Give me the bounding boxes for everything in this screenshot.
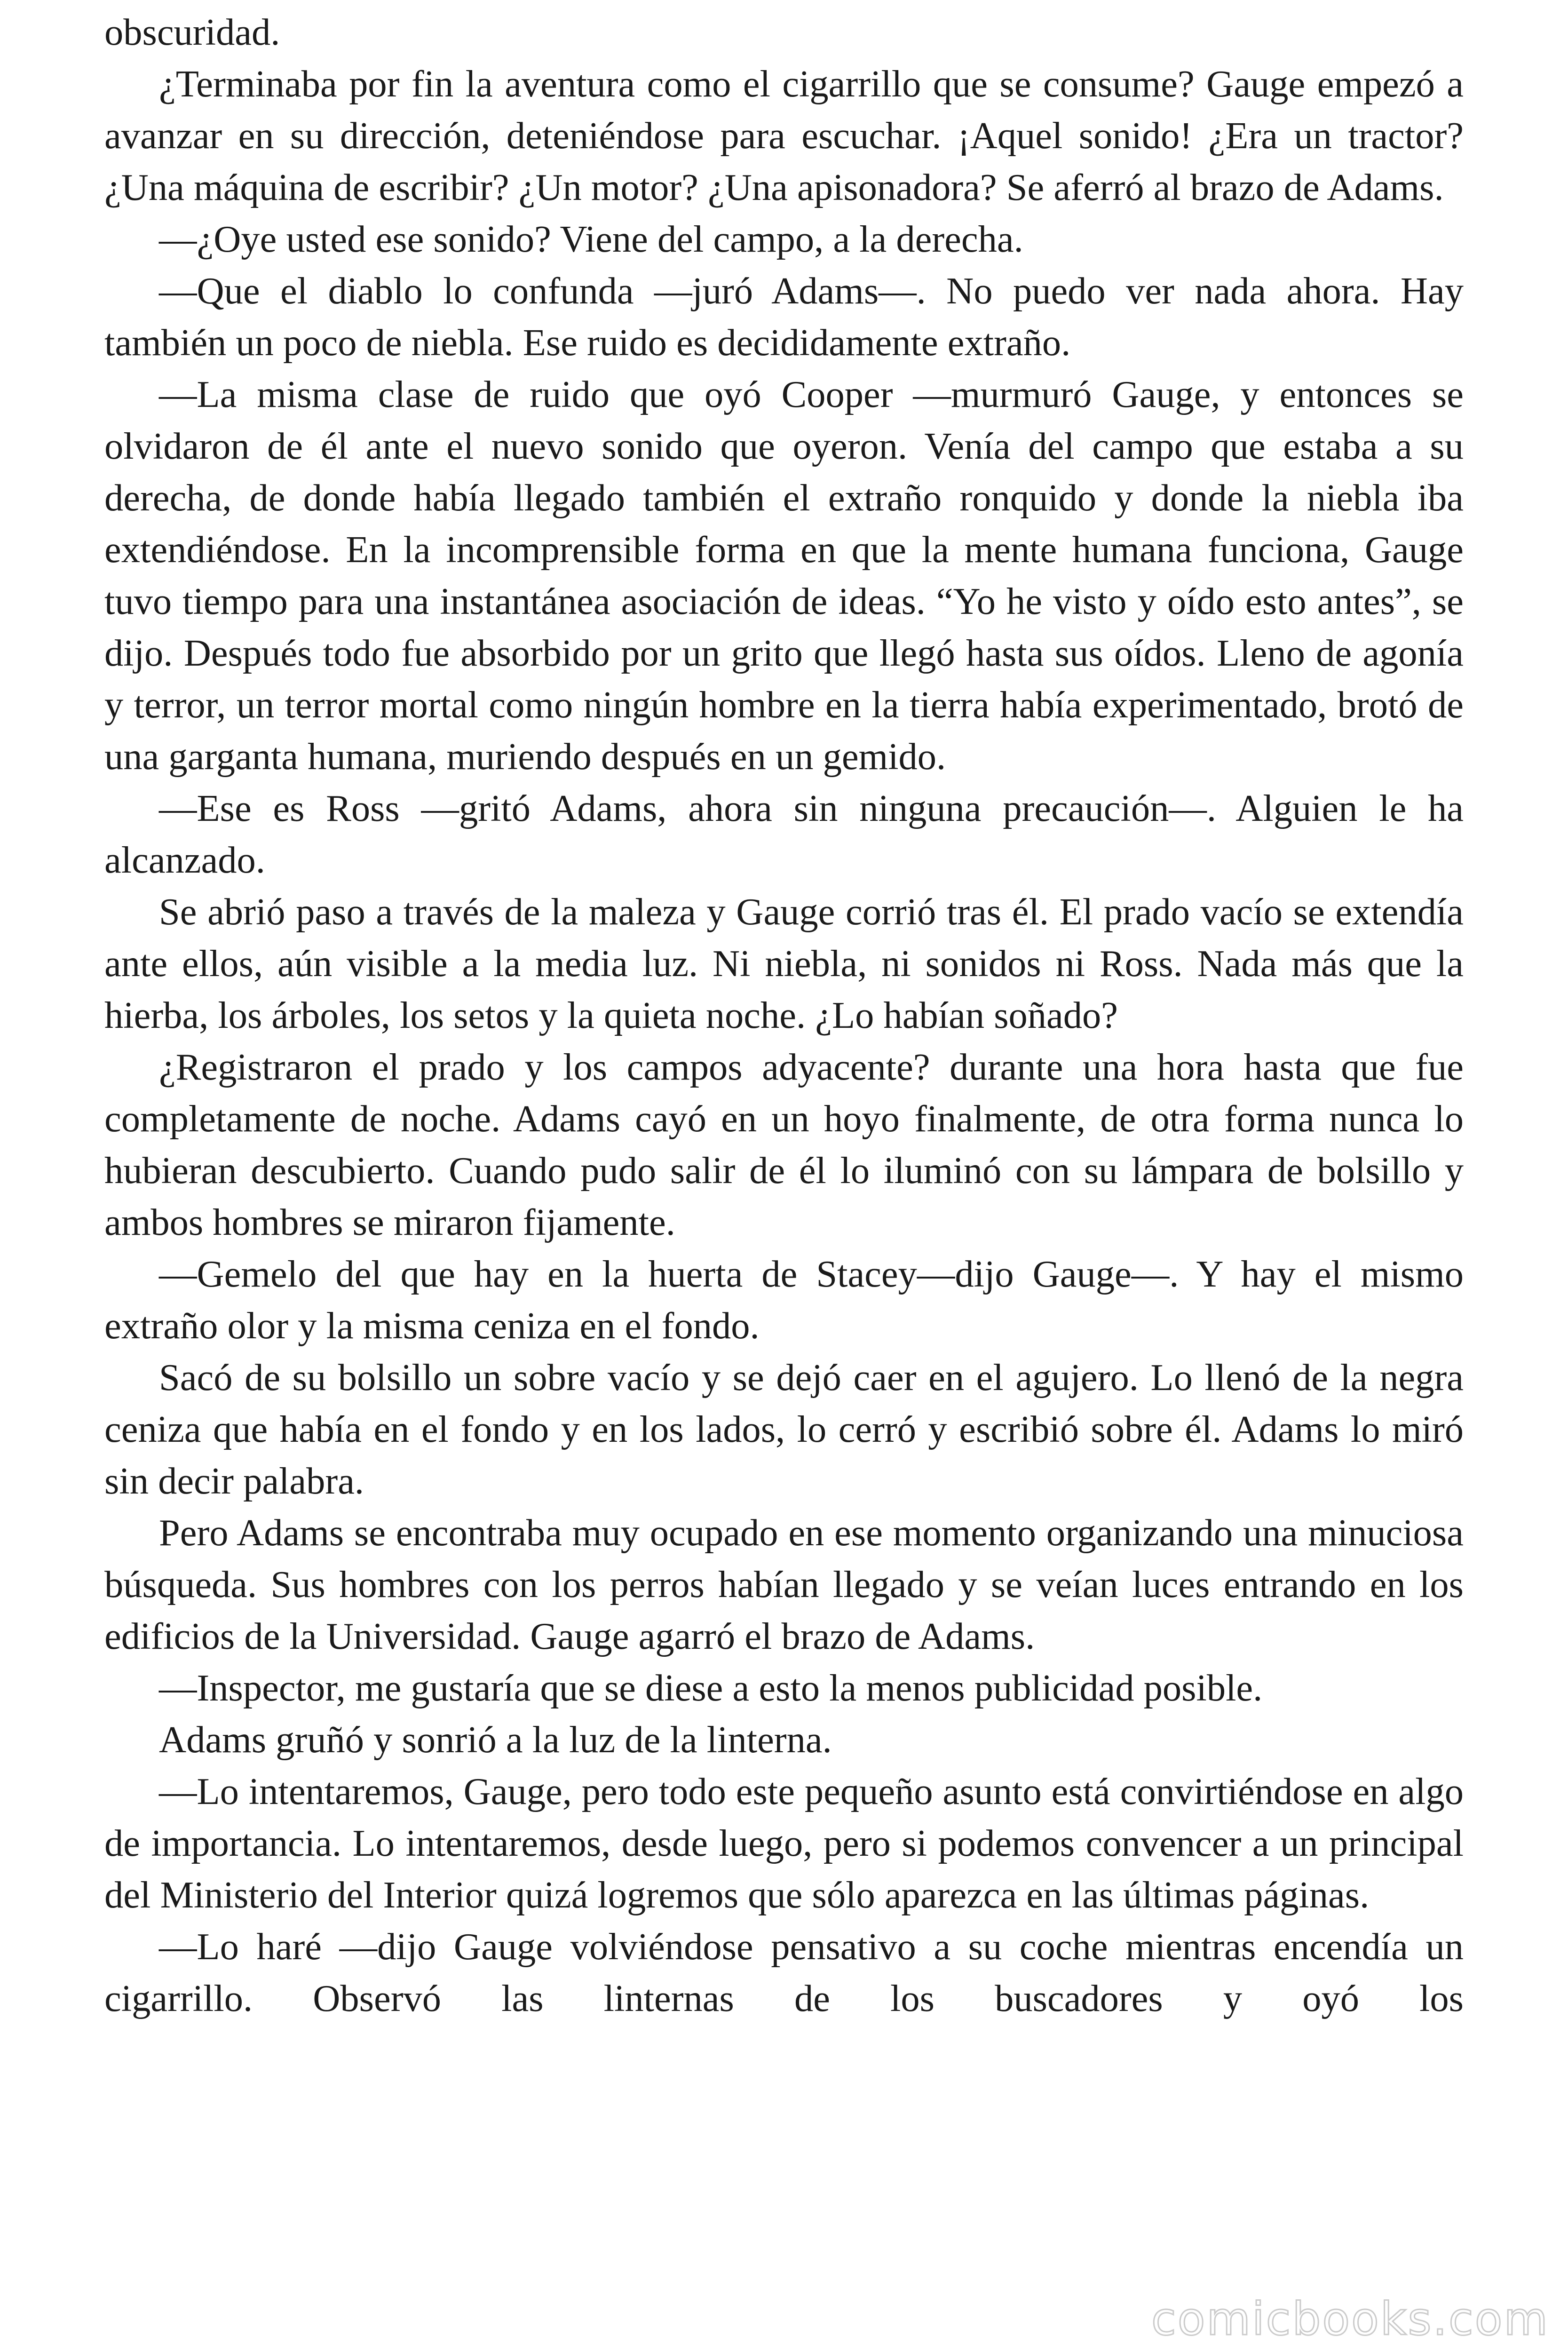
paragraph: Se abrió paso a través de la maleza y Gauge corrió tras él. El prado vacío se extendía ante ellos, aún visible a la media luz. Ni niebla, ni sonidos ni Ross. Nada más que la hierba, los árboles, los setos y la quieta noche. ¿Lo habían soñado? (104, 891, 1464, 1036)
paragraph: ¿Registraron el prado y los campos adyacente? durante una hora hasta que fue completamente de noche. Adams cayó en un hoyo finalmente, de otra forma nunca lo hubieran descubierto. Cuando pudo salir de él lo iluminó con su lámpara de bolsillo y ambos hombres se miraron fijamente. (104, 1046, 1464, 1243)
book-page-text (104, 7, 1464, 2025)
paragraph: —Que el diablo lo confunda —juró Adams—. No puedo ver nada ahora. Hay también un poco de niebla. Ese ruido es decididamente extraño. (104, 270, 1464, 364)
paragraph: —Gemelo del que hay en la huerta de Stacey—dijo Gauge—. Y hay el mismo extraño olor y la misma ceniza en el fondo. (104, 1253, 1464, 1347)
paragraph: Adams gruñó y sonrió a la luz de la linterna. (159, 1719, 832, 1761)
paragraph: —¿Oye usted ese sonido? Viene del campo, a la derecha. (159, 218, 1023, 260)
paragraph: Sacó de su bolsillo un sobre vacío y se dejó caer en el agujero. Lo llenó de la negra ceniza que había en el fondo y en los lados, lo cerró y escribió sobre él. Adams lo miró sin decir palabra. (104, 1357, 1464, 1502)
paragraph: ¿Terminaba por fin la aventura como el cigarrillo que se consume? Gauge empezó a avanzar en su dirección, deteniéndose para escuchar. ¡Aquel sonido! ¿Era un tractor? ¿Una máquina de escribir? ¿Un motor? ¿Una apisonadora? Se aferró al brazo de Adams. (104, 63, 1464, 208)
paragraph: —Lo intentaremos, Gauge, pero todo este pequeño asunto está convirtiéndose en algo de importancia. Lo intentaremos, desde luego, pero si podemos convencer a un principal del Ministerio del Interior quizá logremos que sólo aparezca en las últimas páginas. (104, 1771, 1464, 1916)
paragraph: —Inspector, me gustaría que se diese a esto la menos publicidad posible. (159, 1667, 1263, 1709)
paragraph: —La misma clase de ruido que oyó Cooper —murmuró Gauge, y entonces se olvidaron de él ante el nuevo sonido que oyeron. Venía del campo que estaba a su derecha, de donde había llegado también el extraño ronquido y donde la niebla iba extendiéndose. En la incomprensible forma en que la mente humana funciona, Gauge tuvo tiempo para una instantánea asociación de ideas. “Yo he visto y oído esto antes”, se dijo. Después todo fue absorbido por un grito que llegó hasta sus oídos. Lleno de agonía y terror, un terror mortal como ningún hombre en la tierra había experimentado, brotó de una garganta humana, muriendo después en un gemido. (104, 373, 1464, 778)
paragraph: obscuridad. (104, 11, 280, 53)
paragraph: —Lo haré —dijo Gauge volviéndose pensativo a su coche mientras encendía un cigarrillo. Observó las linternas de los buscadores y oyó los (104, 1926, 1464, 2019)
paragraph: Pero Adams se encontraba muy ocupado en ese momento organizando una minuciosa búsqueda. Sus hombres con los perros habían llegado y se veían luces entrando en los edificios de la Universidad. Gauge agarró el brazo de Adams. (104, 1512, 1464, 1657)
paragraph: —Ese es Ross —gritó Adams, ahora sin ninguna precaución—. Alguien le ha alcanzado. (104, 787, 1464, 881)
watermark-logo: comicbooks.com (1151, 2293, 1549, 2345)
